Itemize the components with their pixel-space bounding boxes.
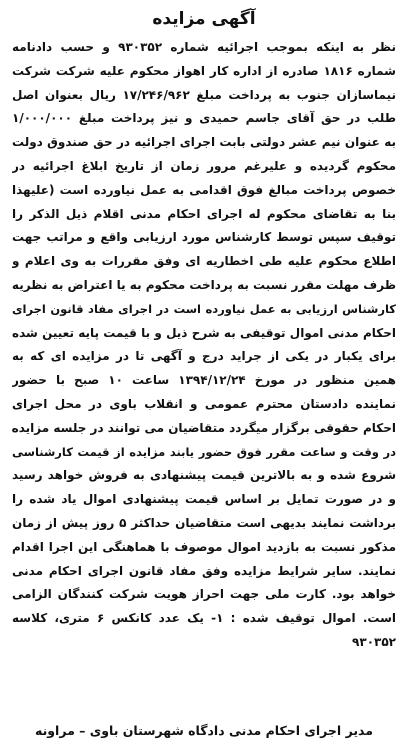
body-line: نظر به اینکه بموجب اجرائیه شماره ۹۳۰۳۵۲ و حسب دادنامه	[12, 40, 396, 54]
body-line: است. اموال توقیف شده : ۱- یک عدد کانکس ۶ متری، کلاسه	[12, 611, 396, 626]
notice-body	[12, 36, 396, 655]
body-line: برای یکبار در یکی از جراید درج و آگهی تا در مزایده ای که به	[12, 349, 396, 364]
body-line: توقیف سپس توسط کارشناس مورد ارزیابی واقع و مراتب جهت	[12, 230, 396, 245]
notice-title: آگهی مزایده	[152, 9, 256, 29]
body-line: شروع شده و به بالاترین قیمت پیشنهادی به فروش خواهد رسید	[12, 468, 396, 483]
body-line: و در صورت تمایل بر اساس قیمت پیشنهادی اموال یاد شده را	[12, 492, 396, 507]
body-line: احکام حقوقی برگزار میگردد متقاضیان می توانند در جلسه مزایده	[12, 420, 396, 435]
body-line: کارشناس ارزیابی به عمل نیاورده است در اجرای مفاد قانون اجرای	[12, 301, 396, 316]
case-number: ۹۳۰۳۵۲	[352, 634, 396, 649]
body-line: خواهد بود. کارت ملی جهت احراز هویت شرکت کنندگان الزامی	[12, 587, 396, 602]
body-line: ظرف مهلت مقرر نسبت به پرداخت محکوم به یا اعتراض به نظریه	[12, 277, 396, 292]
body-line: احکام مدنی اموال توقیفی به شرح ذیل و با قیمت پایه تعیین شده	[12, 325, 396, 340]
body-line: خصوص پرداخت مبالغ فوق اقدامی به عمل نیاورده است (علیهذا	[12, 182, 396, 197]
body-line: طلب در حق آقای جاسم حمیدی و نیز پرداخت مبلغ ۱/۰۰۰/۰۰۰	[12, 111, 396, 126]
signature-line: مدیر اجرای احکام مدنی دادگاه شهرستان باوی – مراونه	[34, 723, 373, 738]
body-line: نماینده دادستان محترم عمومی و انقلاب باوی در محل اجرای	[12, 396, 396, 411]
body-line: در وقت و ساعت مقرر فوق حضور یابند مزایده از قیمت کارشناسی	[12, 444, 396, 459]
body-line: شماره ۱۸۱۶ صادره از اداره کار اهواز محکوم علیه شرکت شرکت	[12, 63, 396, 78]
body-line: نیماسازان جنوب به پرداخت مبلغ ۱۷/۲۴۶/۹۶۲ ریال بعنوان اصل	[12, 87, 396, 102]
body-line: همین منظور در مورخ ۱۳۹۴/۱۲/۲۴ ساعت ۱۰ صبح با حضور	[12, 373, 396, 388]
body-line: برداشت نمایند بدیهی است متقاضیان حداکثر ۵ روز پیش از زمان	[12, 515, 396, 530]
body-line: بنا به تقاضای محکوم له اجرای احکام مدنی اقلام ذیل الذکر را	[12, 206, 396, 221]
body-line: محکوم گردیده و علیرغم مرور زمان از تاریخ ابلاغ اجرائیه در	[12, 158, 396, 173]
body-line: مذکور نسبت به بازدید اموال موصوف با هماهنگی این اجرا اقدام	[12, 539, 396, 554]
body-line: به عنوان نیم عشر دولتی بابت اجرای اجرائیه در حق صندوق دولت	[12, 135, 396, 150]
body-line: اطلاع محکوم علیه طی اخطاریه ای وفق مقررات به وی اعلام و	[12, 254, 396, 269]
body-line: نمایند. سایر شرایط مزایده وفق مفاد قانون اجرای احکام مدنی	[12, 563, 396, 578]
